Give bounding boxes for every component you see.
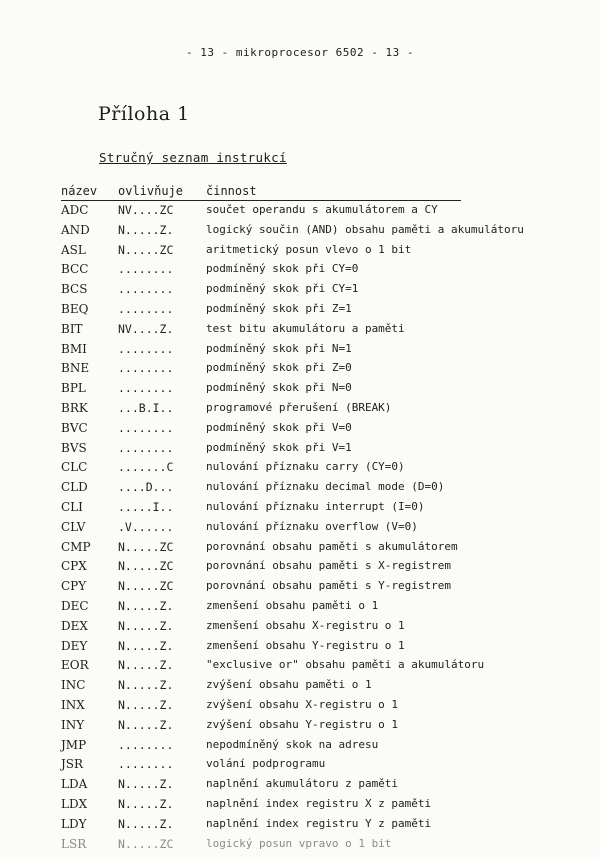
instruction-description: naplnění akumulátoru z paměti — [206, 777, 399, 791]
instruction-flags: ........ — [118, 420, 174, 435]
instruction-description: podmíněný skok při V=1 — [206, 440, 352, 454]
table-row — [61, 559, 581, 579]
column-name: název — [61, 184, 98, 198]
instruction-flags: N.....ZC — [118, 836, 174, 851]
instruction-description: programové přerušení (BREAK) — [206, 400, 392, 414]
instruction-code: BMI — [61, 341, 87, 356]
instruction-description: nepodmíněný skok na adresu — [206, 737, 379, 751]
page-header: - 13 - mikroprocesor 6502 - 13 - — [186, 46, 414, 59]
instruction-code: BIT — [61, 321, 83, 336]
instruction-code: BVC — [61, 420, 88, 435]
column-affects: ovlivňuje — [118, 184, 184, 198]
instruction-flags: N.....ZC — [118, 539, 174, 554]
table-row — [61, 718, 581, 738]
instruction-code: BNE — [61, 361, 90, 376]
instruction-description: podmíněný skok při N=0 — [206, 381, 352, 395]
instruction-description: podmíněný skok při Z=1 — [206, 301, 352, 315]
instruction-description: naplnění index registru X z paměti — [206, 796, 432, 810]
table-row — [61, 579, 581, 599]
instruction-description: zvýšení obsahu X-registru o 1 — [206, 697, 399, 711]
instruction-flags: ........ — [118, 381, 174, 396]
instruction-flags: N.....Z. — [118, 816, 174, 831]
instruction-flags: N.....ZC — [118, 242, 174, 257]
instruction-code: LDA — [61, 777, 88, 792]
instruction-code: BRK — [61, 400, 88, 415]
instruction-code: CLI — [61, 499, 83, 514]
table-row — [61, 599, 581, 619]
instruction-description: zmenšení obsahu X-registru o 1 — [206, 618, 405, 632]
section-subtitle: Stručný seznam instrukcí — [99, 150, 287, 165]
instruction-description: součet operandu s akumulátorem a CY — [206, 203, 438, 216]
instruction-flags: ........ — [118, 440, 174, 455]
table-row — [61, 639, 581, 659]
instruction-flags: .......C — [118, 460, 174, 475]
table-row — [61, 678, 581, 698]
instruction-flags: N.....ZC — [118, 579, 174, 594]
instruction-code: EOR — [61, 658, 89, 673]
instruction-description: porovnání obsahu paměti s X-registrem — [206, 559, 452, 573]
table-row — [61, 837, 581, 857]
table-row — [61, 262, 581, 282]
instruction-description: zvýšení obsahu paměti o 1 — [206, 678, 372, 692]
instruction-code: CPY — [61, 579, 87, 594]
instruction-flags: .....I.. — [118, 499, 174, 514]
instruction-code: DEX — [61, 618, 88, 633]
instruction-flags: ........ — [118, 361, 174, 376]
instruction-description: podmíněný skok při Z=0 — [206, 361, 352, 375]
instruction-description: podmíněný skok při CY=0 — [206, 262, 359, 276]
instruction-code: INY — [61, 717, 85, 732]
table-row — [61, 500, 581, 520]
instruction-flags: N.....Z. — [118, 598, 174, 613]
instruction-flags: N.....Z. — [118, 222, 174, 237]
instruction-code: DEY — [61, 638, 88, 653]
instruction-description: nulování příznaku overflow (V=0) — [206, 519, 418, 533]
instruction-code: ADC — [61, 203, 89, 217]
appendix-title: Příloha 1 — [98, 103, 190, 125]
instruction-description: podmíněný skok při V=0 — [206, 420, 352, 434]
instruction-code: BVS — [61, 440, 87, 455]
instruction-flags: N.....Z. — [118, 796, 174, 811]
instruction-code: JMP — [61, 737, 87, 752]
instruction-flags: ........ — [118, 282, 174, 297]
instruction-flags: N.....Z. — [118, 678, 174, 693]
instruction-description: aritmetický posun vlevo o 1 bit — [206, 242, 412, 256]
table-row — [61, 520, 581, 540]
instruction-flags: N.....ZC — [118, 559, 174, 574]
table-row — [61, 401, 581, 421]
instruction-code: INC — [61, 678, 86, 693]
instruction-code: LDY — [61, 816, 87, 831]
instruction-code: BCS — [61, 282, 88, 297]
instruction-code: CLD — [61, 480, 88, 495]
table-row — [61, 223, 581, 243]
instruction-code: CLC — [61, 460, 88, 475]
instruction-description: zmenšení obsahu paměti o 1 — [206, 598, 379, 612]
instruction-flags: ........ — [118, 737, 174, 752]
instruction-code: BPL — [61, 381, 86, 396]
table-row — [61, 381, 581, 401]
table-row — [61, 282, 581, 302]
instruction-code: BEQ — [61, 301, 89, 316]
instruction-code: CPX — [61, 559, 87, 574]
table-row — [61, 302, 581, 322]
instruction-code: CLV — [61, 519, 86, 534]
instruction-flags: NV....ZC — [118, 203, 174, 217]
table-row — [61, 421, 581, 441]
instruction-code: AND — [61, 222, 90, 237]
table-row — [61, 658, 581, 678]
instruction-flags: N.....Z. — [118, 697, 174, 712]
table-row — [61, 698, 581, 718]
instruction-code: LSR — [61, 836, 87, 851]
table-row — [61, 540, 581, 560]
instruction-description: "exclusive or" obsahu paměti a akumulátoru — [206, 658, 485, 672]
instruction-flags: NV....Z. — [118, 321, 174, 336]
instruction-flags: ........ — [118, 301, 174, 316]
instruction-flags: .V...... — [118, 519, 174, 534]
instruction-code: INX — [61, 697, 85, 712]
instruction-description: zvýšení obsahu Y-registru o 1 — [206, 717, 399, 731]
instruction-flags: ...B.I.. — [118, 400, 174, 415]
instruction-description: podmíněný skok při N=1 — [206, 341, 352, 355]
instruction-code: LDX — [61, 796, 88, 811]
instruction-code: BCC — [61, 262, 89, 277]
table-row — [61, 361, 581, 381]
instruction-flags: N.....Z. — [118, 717, 174, 732]
table-row — [61, 757, 581, 777]
table-row — [61, 243, 581, 263]
table-row — [61, 441, 581, 461]
instruction-code: DEC — [61, 598, 89, 613]
instruction-code: ASL — [61, 242, 86, 257]
instruction-description: test bitu akumulátoru a paměti — [206, 321, 405, 335]
instruction-flags: N.....Z. — [118, 618, 174, 633]
instruction-flags: ........ — [118, 262, 174, 277]
instruction-description: podmíněný skok při CY=1 — [206, 282, 359, 296]
instruction-table — [61, 203, 581, 856]
table-row — [61, 797, 581, 817]
instruction-description: logický posun vpravo o 1 bit — [206, 836, 392, 850]
instruction-code: CMP — [61, 539, 91, 554]
table-row — [61, 619, 581, 639]
table-row — [61, 777, 581, 797]
instruction-description: nulování příznaku carry (CY=0) — [206, 460, 405, 474]
table-row — [61, 460, 581, 480]
instruction-description: porovnání obsahu paměti s Y-registrem — [206, 579, 452, 593]
instruction-description: nulování příznaku interrupt (I=0) — [206, 499, 425, 513]
table-row — [61, 738, 581, 758]
table-row — [61, 203, 581, 223]
instruction-description: zmenšení obsahu Y-registru o 1 — [206, 638, 405, 652]
table-row — [61, 817, 581, 837]
instruction-flags: ........ — [118, 757, 174, 772]
column-action: činnost — [206, 184, 257, 198]
instruction-flags: N.....Z. — [118, 658, 174, 673]
instruction-flags: N.....Z. — [118, 638, 174, 653]
instruction-description: logický součin (AND) obsahu paměti a akumulátoru — [206, 222, 524, 236]
table-row — [61, 322, 581, 342]
instruction-flags: N.....Z. — [118, 777, 174, 792]
table-row — [61, 480, 581, 500]
instruction-description: naplnění index registru Y z paměti — [206, 816, 432, 830]
instruction-description: porovnání obsahu paměti s akumulátorem — [206, 539, 458, 553]
instruction-code: JSR — [61, 757, 84, 772]
instruction-flags: ....D... — [118, 480, 174, 495]
instruction-flags: ........ — [118, 341, 174, 356]
table-row — [61, 342, 581, 362]
instruction-description: nulování příznaku decimal mode (D=0) — [206, 480, 445, 494]
table-header — [61, 184, 461, 201]
instruction-description: volání podprogramu — [206, 757, 326, 771]
